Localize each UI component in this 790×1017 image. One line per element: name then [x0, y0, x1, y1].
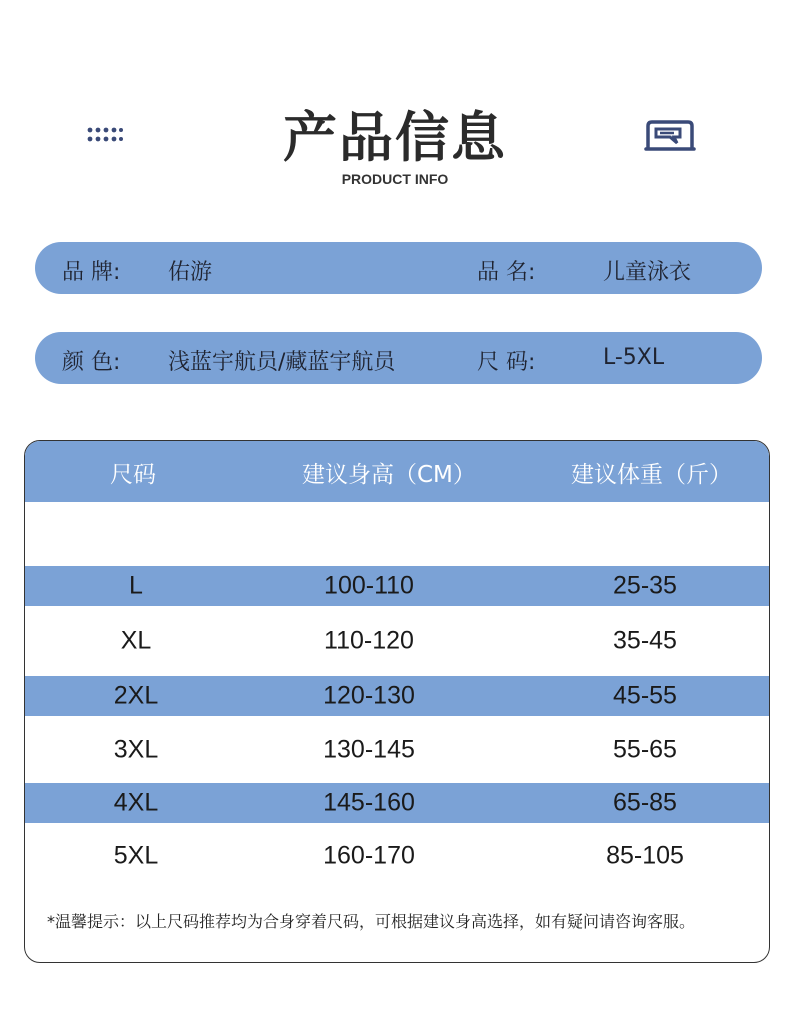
size-cell: 4XL: [113, 788, 159, 817]
table-row: [25, 676, 769, 716]
weight-cell: 55-65: [613, 735, 677, 764]
table-row: [25, 566, 769, 606]
header-size: 尺码: [110, 462, 156, 488]
weight-cell: 45-55: [613, 681, 677, 710]
table-row: [25, 836, 769, 876]
size-cell: L: [129, 571, 143, 600]
size-table: [24, 440, 770, 963]
height-cell: 120-130: [323, 681, 415, 710]
header-height: 建议身高（CM）: [302, 462, 476, 488]
page-subtitle: PRODUCT INFO: [341, 171, 449, 187]
size-label: 尺 码:: [477, 350, 536, 375]
product-name-value: 儿童泳衣: [603, 260, 692, 285]
height-cell: 160-170: [323, 841, 415, 870]
header-weight: 建议体重（斤）: [571, 462, 732, 488]
height-cell: 110-120: [324, 626, 414, 655]
height-cell: 145-160: [323, 788, 415, 817]
weight-cell: 85-105: [606, 841, 684, 870]
table-row: [25, 783, 769, 823]
size-cell: 5XL: [113, 841, 159, 870]
page-title: 产品信息: [283, 106, 507, 169]
height-cell: 100-110: [324, 571, 414, 600]
product-name-label: 品 名:: [477, 260, 536, 285]
weight-cell: 35-45: [613, 626, 677, 655]
size-note: *温馨提示：以上尺码推荐均为合身穿着尺码，可根据建议身高选择，如有疑问请咨询客服。: [47, 912, 696, 931]
size-cell: 3XL: [113, 735, 159, 764]
size-cell: 2XL: [113, 681, 159, 710]
color-value: 浅蓝宇航员/藏蓝宇航员: [168, 350, 396, 375]
weight-cell: 65-85: [613, 788, 677, 817]
weight-cell: 25-35: [613, 571, 677, 600]
brand-label: 品 牌:: [62, 260, 121, 285]
table-row: [25, 730, 769, 770]
brand-value: 佑游: [168, 260, 213, 285]
size-cell: XL: [120, 626, 152, 655]
info-row-brand-name: [35, 242, 762, 294]
table-header: [25, 441, 769, 502]
height-cell: 130-145: [323, 735, 415, 764]
info-row-color-size: [35, 332, 762, 384]
message-box-icon: [644, 118, 696, 156]
table-row: [25, 621, 769, 661]
size-value: L-5XL: [603, 345, 665, 370]
color-label: 颜 色:: [62, 350, 121, 375]
